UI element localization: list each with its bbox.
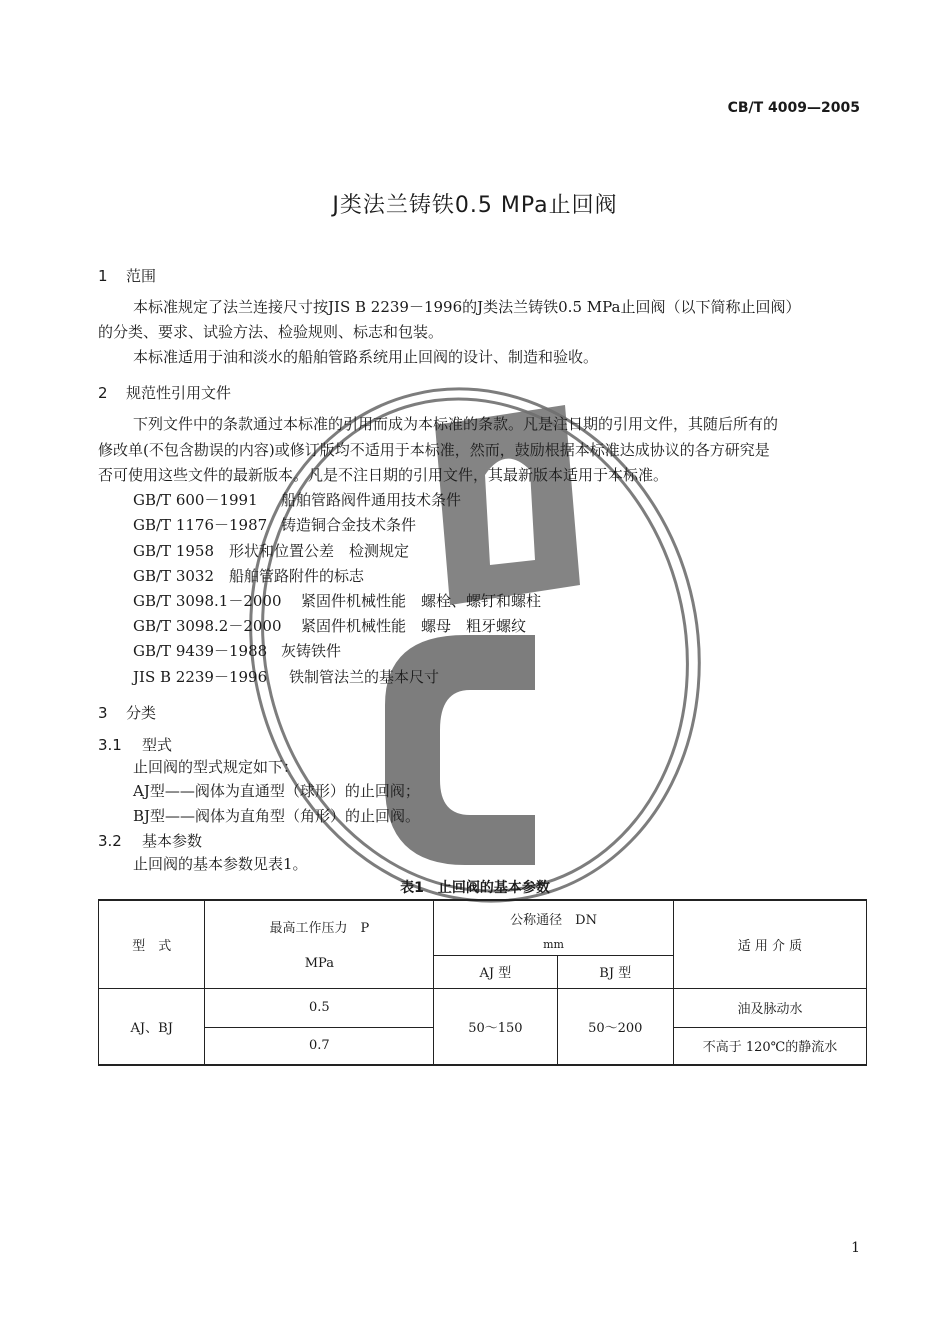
header-pressure — [205, 900, 434, 988]
cell-pressure: 0.5 — [205, 988, 434, 1027]
header-dn-unit: mm — [434, 935, 674, 955]
section-title: 规范性引用文件 — [126, 384, 232, 402]
header-bj: BJ 型 — [557, 955, 673, 988]
paragraph: 的分类、要求、试验方法、检验规则、标志和包装。 — [98, 323, 444, 341]
paragraph: 止回阀的型式规定如下： — [133, 758, 299, 776]
parameters-table — [98, 899, 867, 1066]
paragraph: BJ型——阀体为直角型（角形）的止回阀。 — [133, 807, 421, 825]
paragraph: 否可使用这些文件的最新版本。凡是不注日期的引用文件，其最新版本适用于本标准。 — [98, 466, 669, 484]
section-title: 范围 — [126, 267, 157, 285]
section-number: 2 — [98, 384, 108, 402]
reference-item — [133, 666, 439, 687]
cell-aj-range: 50～150 — [434, 988, 557, 1065]
reference-title: 铸造铜合金技术条件 — [281, 516, 417, 534]
reference-title: 紧固件机械性能 螺栓、螺钉和螺柱 — [301, 592, 542, 610]
reference-title: 灰铸铁件 — [281, 642, 342, 660]
paragraph: 本标准规定了法兰连接尺寸按JIS B 2239－1996的J类法兰铸铁0.5 MPa止回阀（以下简称止回阀） — [133, 298, 801, 316]
reference-title: 铁制管法兰的基本尺寸 — [289, 668, 440, 686]
section-3-1-heading — [98, 734, 172, 755]
reference-item — [133, 565, 364, 586]
reference-code: GB/T 3098.2－2000 — [133, 617, 282, 635]
pressure-unit: MPa — [304, 956, 334, 972]
reference-item — [133, 514, 416, 535]
reference-code: GB/T 1958 — [133, 542, 215, 560]
header-type: 型 式 — [99, 900, 205, 988]
pressure-label: 最高工作压力 P — [269, 921, 370, 937]
reference-code: JIS B 2239－1996 — [133, 668, 268, 686]
standard-number: CB/T 4009—2005 — [727, 100, 860, 116]
reference-item — [133, 540, 409, 561]
header-medium: 适 用 介 质 — [673, 900, 866, 988]
cell-type: AJ、BJ — [99, 988, 205, 1065]
reference-title: 形状和位置公差 检测规定 — [229, 542, 410, 560]
reference-title: 船舶管路阀件通用技术条件 — [281, 491, 462, 509]
paragraph: 修改单(不包含勘误的内容)或修订版均不适用于本标准，然而，鼓励根据本标准达成协议的各方研究是 — [98, 441, 770, 459]
reference-code: GB/T 3098.1－2000 — [133, 592, 282, 610]
section-title: 基本参数 — [142, 832, 203, 850]
section-2-heading — [98, 382, 231, 403]
reference-item — [133, 489, 461, 510]
table-row — [99, 988, 867, 1027]
header-aj: AJ 型 — [434, 955, 557, 988]
section-3-2-heading — [98, 830, 202, 851]
reference-item — [133, 590, 541, 611]
header-dn: 公称通径 DN — [434, 900, 674, 935]
cell-medium: 不高于 120℃的静流水 — [673, 1027, 866, 1065]
section-3-heading — [98, 702, 156, 723]
reference-title: 船舶管路附件的标志 — [229, 567, 365, 585]
reference-code: GB/T 600－1991 — [133, 491, 258, 509]
cell-pressure: 0.7 — [205, 1027, 434, 1065]
paragraph: 本标准适用于油和淡水的船舶管路系统用止回阀的设计、制造和验收。 — [133, 348, 599, 366]
document-title: J类法兰铸铁0.5 MPa止回阀 — [332, 193, 618, 218]
paragraph: 止回阀的基本参数见表1。 — [133, 855, 308, 873]
section-title: 型式 — [142, 736, 173, 754]
table-caption: 表1 止回阀的基本参数 — [400, 880, 550, 896]
paragraph: 下列文件中的条款通过本标准的引用而成为本标准的条款。凡是注日期的引用文件，其随后所有的 — [133, 415, 779, 433]
reference-item — [133, 615, 526, 636]
cell-medium: 油及脉动水 — [673, 988, 866, 1027]
section-number: 3 — [98, 704, 108, 722]
reference-title: 紧固件机械性能 螺母 粗牙螺纹 — [301, 617, 527, 635]
section-number: 3.2 — [98, 832, 122, 850]
paragraph: AJ型——阀体为直通型（球形）的止回阀； — [133, 782, 420, 800]
reference-code: GB/T 1176－1987 — [133, 516, 268, 534]
section-number: 3.1 — [98, 736, 122, 754]
reference-item — [133, 640, 341, 661]
page-number: 1 — [851, 1240, 860, 1256]
section-number: 1 — [98, 267, 108, 285]
reference-code: GB/T 3032 — [133, 567, 215, 585]
section-1-heading — [98, 265, 156, 286]
section-title: 分类 — [126, 704, 157, 722]
cell-bj-range: 50～200 — [557, 988, 673, 1065]
reference-code: GB/T 9439－1988 — [133, 642, 268, 660]
